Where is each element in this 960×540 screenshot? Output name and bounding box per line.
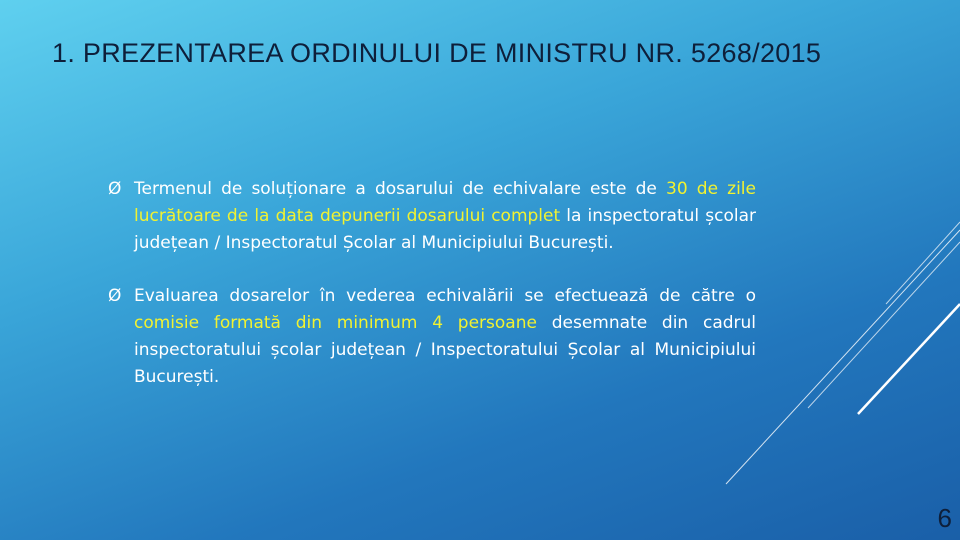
bullet-item-commission — [108, 283, 756, 391]
bullet-text — [134, 283, 756, 391]
page-number: 6 — [937, 503, 952, 533]
bullet-list — [108, 176, 756, 417]
bullet-text-plain: Termenul de soluționare a dosarului de echivalare este de — [134, 179, 667, 199]
bullet-text-plain: la inspectoratul școlar județean / Inspectoratul Școlar al Municipiului București. — [134, 206, 756, 253]
arrow-bullet-icon: Ø — [108, 179, 122, 199]
bullet-text — [134, 176, 756, 257]
bullet-text-highlight: 30 de zile lucrătoare de la data depunerii dosarului complet — [134, 179, 756, 226]
bullet-text-plain: Evaluarea dosarelor în vederea echivalării se efectuează de către o — [134, 286, 756, 306]
arrow-bullet-icon: Ø — [108, 286, 122, 306]
bullet-text-plain: desemnate din cadrul inspectoratului școlar județean / Inspectoratului Școlar al Municipiului București. — [134, 313, 757, 387]
bullet-item-term — [108, 176, 756, 257]
slide-title: 1. PREZENTAREA ORDINULUI DE MINISTRU NR. 5268/2015 — [52, 38, 822, 68]
bullet-text-highlight: comisie formată din minimum 4 persoane — [134, 313, 537, 333]
